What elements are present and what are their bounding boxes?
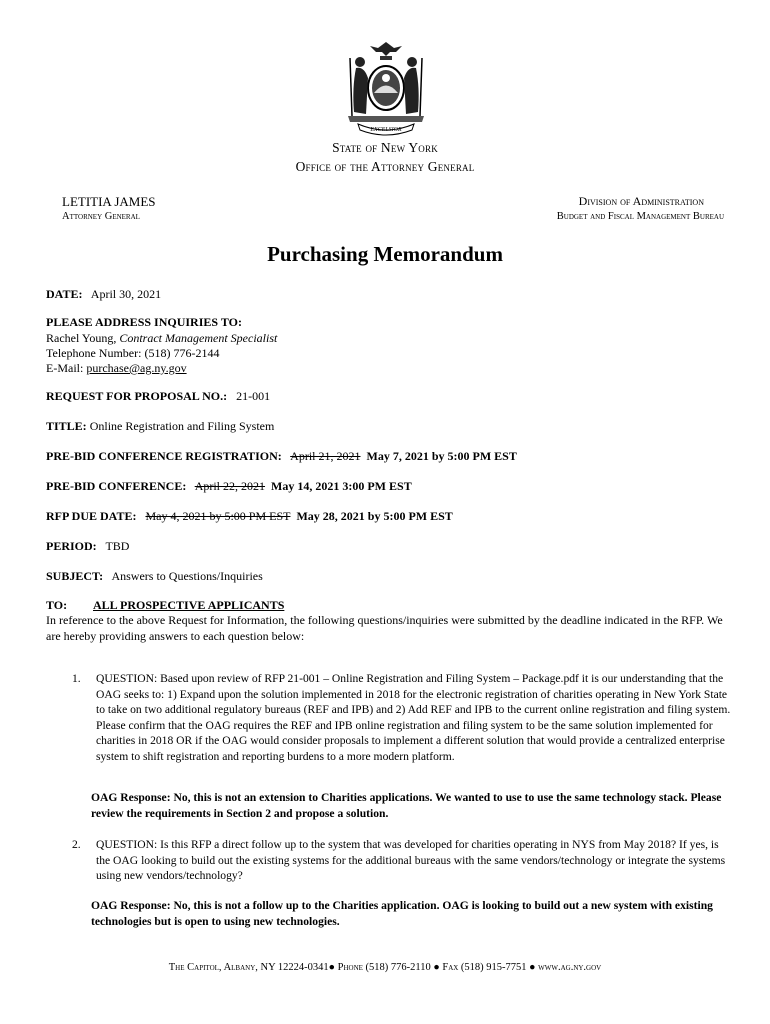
to-label: TO: [46,598,68,612]
prebid-registration-old-date: April 21, 2021 [290,449,361,463]
question-text: QUESTION: Based upon review of RFP 21-001 – Online Registration and Filing System – Package.pdf it is our understanding that the OAG seeks to: 1) Expand upon the solution implemented in 2018 for the electronic registration of charities operating in New York State to take on two additional regulatory bureaus (REF and IPB) and 2) Add REF and IPB to the current online registration and filing system. Please confirm that the OAG requires the REF and IPB online registration and filing system to be the same solution implemented for charities in 2018 OR if the OAG would consider proposals to implement a different solution that would provide a centralized enterprise system to shift registration and reporting burdens to a more modern platform. [96,672,731,763]
date-label: DATE: [46,287,83,301]
new-york-state-seal [330,38,442,138]
contact-name: Rachel Young, [46,331,117,345]
prebid-conference-line [46,479,412,494]
question-text: QUESTION: Is this RFP a direct follow up to the system that was developed for charities operating in NYS from May 2018? If yes, is the OAG looking to build out the existing systems for the additional bureaus with the same vendors/technology or integrate the systems using new vendors/technology? [96,838,726,883]
due-date-old: May 4, 2021 by 5:00 PM EST [145,509,291,523]
prebid-conference-label: PRE-BID CONFERENCE: [46,479,187,493]
division-name: Division of Administration [578,194,704,208]
period-line [46,539,129,554]
subject-label: SUBJECT: [46,569,104,583]
to-value: ALL PROSPECTIVE APPLICANTS [93,598,285,612]
question-item [72,671,732,765]
intro-paragraph: In reference to the above Request for Information, the following questions/inquiries were submitted by the deadline indicated in the RFP. We are hereby providing answers to each question below: [46,613,723,643]
prebid-conference-old-date: April 22, 2021 [194,479,266,493]
question-number: 2. [72,838,81,851]
email-line [46,361,187,376]
state-heading: State of New York [332,140,438,155]
subject-value: Answers to Questions/Inquiries [111,569,263,583]
rfp-line [46,389,270,404]
question-response: OAG Response: No, this is not a follow up to the Charities application. OAG is looking to build out a new system with existing technologies but is open to using new technologies. [91,899,713,928]
bureau-name: Budget and Fiscal Management Bureau [556,211,724,222]
prebid-registration-new-date: May 7, 2021 by 5:00 PM EST [366,449,517,463]
attorney-general-name: LETITIA JAMES [62,194,156,209]
date-value: April 30, 2021 [90,287,162,301]
subject-line [46,569,263,584]
title-line [46,419,274,434]
rfp-label: REQUEST FOR PROPOSAL NO.: [46,389,228,403]
prebid-conference-new-date: May 14, 2021 3:00 PM EST [271,479,412,493]
rfp-value: 21-001 [236,389,271,403]
email-label: E-Mail: [46,361,84,375]
memo-title: Purchasing Memorandum [267,242,503,266]
date-line [46,287,161,302]
period-label: PERIOD: [46,539,97,553]
contact-role: Contract Management Specialist [119,331,278,345]
title-value: Online Registration and Filing System [89,419,275,433]
telephone: Telephone Number: (518) 776-2144 [46,346,220,360]
period-value: TBD [105,539,130,553]
due-date-label: RFP DUE DATE: [46,509,137,523]
email-link[interactable]: purchase@ag.ny.gov [86,361,187,375]
question-response: OAG Response: No, this is not an extension to Charities applications. We wanted to use to use the same technology stack. Please review the requirements in Section 2 and propose a solution. [91,791,722,820]
question-item [72,837,732,884]
inquiries-label: PLEASE ADDRESS INQUIRIES TO: [46,315,242,329]
due-date-new: May 28, 2021 by 5:00 PM EST [296,509,453,523]
attorney-general-title: Attorney General [62,211,140,222]
question-number: 1. [72,672,81,685]
title-label: TITLE: [46,419,87,433]
to-line [46,598,284,613]
prebid-registration-line [46,449,517,464]
office-heading: Office of the Attorney General [295,159,475,174]
seal-motto: EXCELSIOR [370,127,402,133]
due-date-line [46,509,453,524]
contact-line [46,331,277,346]
prebid-registration-label: PRE-BID CONFERENCE REGISTRATION: [46,449,282,463]
page-footer: The Capitol, Albany, NY 12224-0341● Phone (518) 776-2110 ● Fax (518) 915-7751 ● www.ag.ny.gov [168,962,602,973]
